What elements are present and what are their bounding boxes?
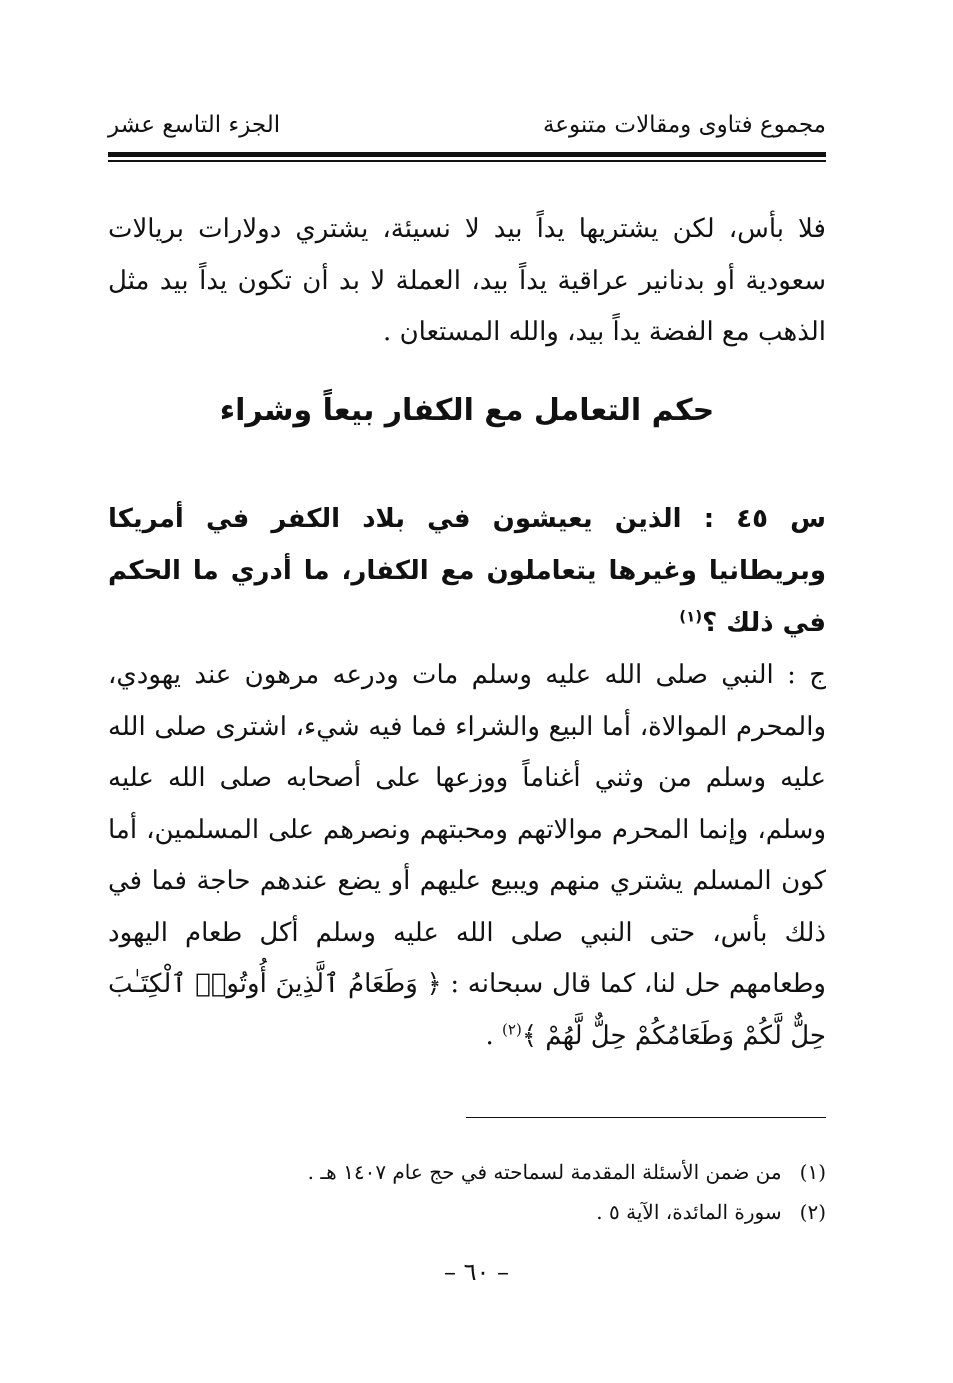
volume-label: الجزء التاسع عشر <box>108 112 281 138</box>
book-title: مجموع فتاوى ومقالات متنوعة <box>542 112 826 138</box>
question-paragraph <box>108 493 826 649</box>
header-rule-thick <box>108 152 826 157</box>
section-heading: حكم التعامل مع الكفار بيعاً وشراء <box>219 393 715 428</box>
footnote-number: (٢) <box>799 1200 826 1224</box>
footnote-number: (١) <box>799 1160 826 1184</box>
footnote-text: سورة المائدة، الآية ٥ . <box>596 1200 782 1224</box>
page-number: – ٦٠ – <box>443 1258 510 1286</box>
footnote-item <box>108 1152 826 1192</box>
footnote-separator <box>466 1117 826 1118</box>
answer-end: . <box>485 1020 503 1051</box>
footnotes <box>108 1152 826 1232</box>
footnote-ref-1: (١) <box>679 607 703 626</box>
running-header <box>108 112 826 148</box>
answer-paragraph <box>108 650 826 1062</box>
question-text: س ٤٥ : الذين يعيشون في بلاد الكفر في أمريكا وبريطانيا وغيرها يتعاملون مع الكفار، ما أدري ما الحكم في ذلك ؟ <box>108 504 826 638</box>
intro-paragraph: فلا بأس، لكن يشتريها يداً بيد لا نسيئة، يشتري دولارات بريالات سعودية أو بدنانير عراقية يداً بيد، العملة لا بد أن تكون يداً بيد مثل الذهب مع الفضة يداً بيد، والله المستعان . <box>108 214 826 347</box>
footnote-ref-2: (٢) <box>502 1019 522 1038</box>
footnote-text: من ضمن الأسئلة المقدمة لسماحته في حج عام ١٤٠٧ هـ . <box>307 1160 782 1184</box>
quran-verse: ﴿ وَطَعَامُ ٱلَّذِينَ أُوتُوا۟ ٱلْكِتَـٰبَ حِلٌّ لَّكُمْ وَطَعَامُكُمْ حِلٌّ لَّهُمْ ﴾ <box>108 969 826 1051</box>
footnote-item <box>108 1192 826 1232</box>
answer-text: ج : النبي صلى الله عليه وسلم مات ودرعه مرهون عند يهودي، والمحرم الموالاة، أما البيع والشراء فما فيه شيء، اشترى صلى الله عليه وسلم من وثني أغناماً ووزعها على أصحابه صلى الله عليه وسلم، وإنما المحرم موالاتهم ومحبتهم ونصرهم على المسلمين، أما كون المسلم يشتري منهم ويبيع عليهم أو يضع عندهم حاجة فما في ذلك بأس، حتى النبي صلى الله عليه وسلم أكل طعام اليهود وطعامهم حل لنا، كما قال سبحانه : <box>108 660 826 999</box>
header-rule-thin <box>108 160 826 162</box>
